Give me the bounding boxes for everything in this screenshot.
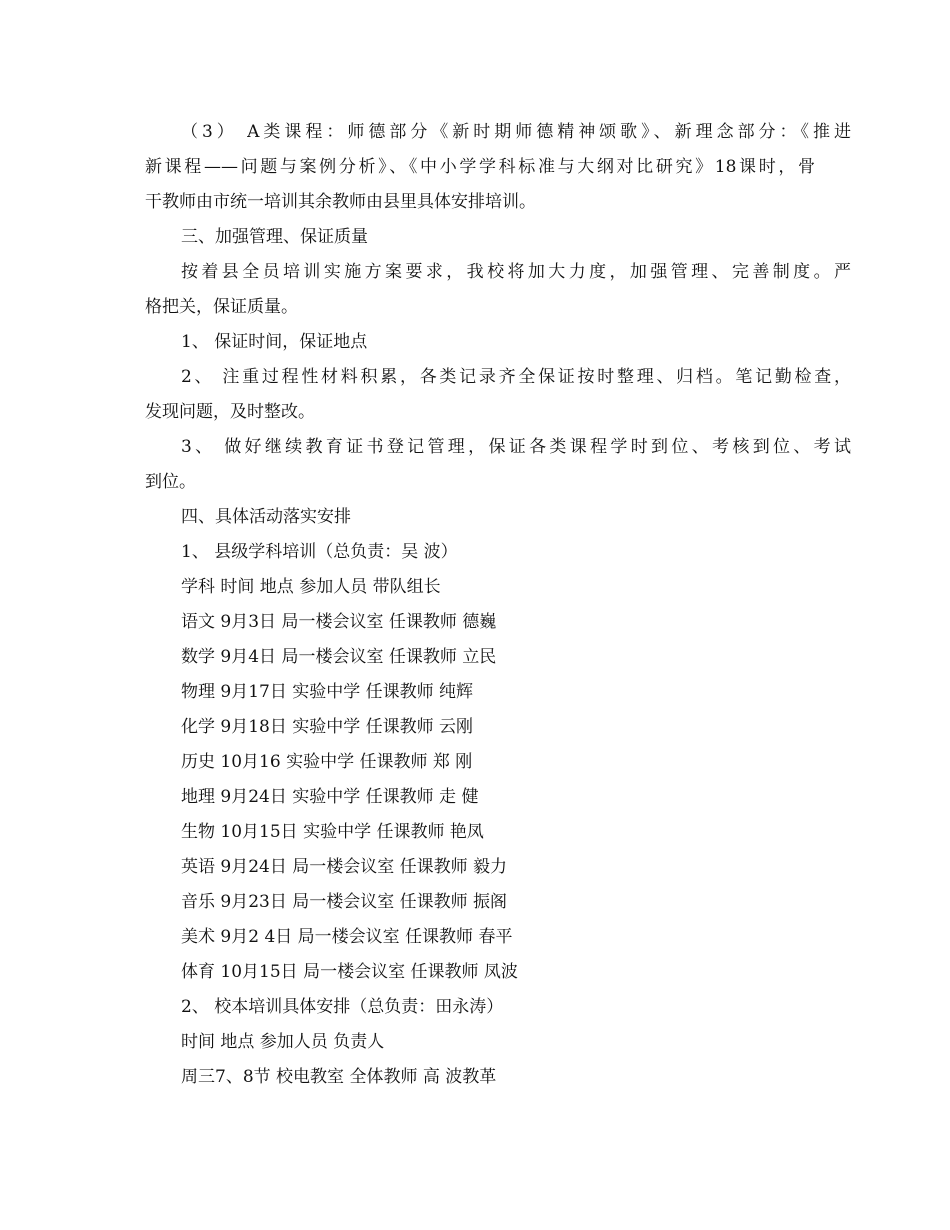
list-item: 2、 校本培训具体安排（总负责：田永涛） [181,997,504,1017]
section-heading: 四、具体活动落实安排 [181,507,351,527]
table-header-row: 时间 地点 参加人员 负责人 [181,1032,385,1052]
table-row: 周三7、8节 校电教室 全体教师 高 波教革 [181,1067,497,1087]
paragraph-line: 干教师由市统一培训其余教师由县里具体安排培训。 [145,192,536,212]
table-row: 历史 10月16 实验中学 任课教师 郑 刚 [181,752,473,772]
table-row: 美术 9月2 4日 局一楼会议室 任课教师 春平 [181,927,513,947]
table-row: 物理 9月17日 实验中学 任课教师 纯辉 [181,682,474,702]
list-item: 1、 县级学科培训（总负责：吴 波） [181,542,458,562]
table-row: 数学 9月4日 局一楼会议室 任课教师 立民 [181,647,497,667]
section-heading: 三、加强管理、保证质量 [181,227,368,247]
list-item: 1、 保证时间，保证地点 [181,332,368,352]
table-row: 英语 9月24日 局一楼会议室 任课教师 毅力 [181,857,508,877]
list-item: 2、 注重过程性材料积累，各类记录齐全保证按时整理、归档。笔记勤检查， [181,367,851,387]
paragraph-line: （3） A类课程：师德部分《新时期师德精神颂歌》、新理念部分：《推进 [181,122,851,142]
table-header-row: 学科 时间 地点 参加人员 带队组长 [181,577,441,597]
table-row: 化学 9月18日 实验中学 任课教师 云刚 [181,717,474,737]
paragraph-line: 格把关，保证质量。 [145,297,298,317]
table-row: 体育 10月15日 局一楼会议室 任课教师 凤波 [181,962,518,982]
paragraph-line: 按着县全员培训实施方案要求，我校将加大力度，加强管理、完善制度。严 [181,262,851,282]
paragraph-line: 发现问题，及时整改。 [145,402,315,422]
table-row: 地理 9月24日 实验中学 任课教师 走 健 [181,787,479,807]
table-row: 音乐 9月23日 局一楼会议室 任课教师 振阁 [181,892,508,912]
list-item: 3、 做好继续教育证书登记管理，保证各类课程学时到位、考核到位、考试 [181,437,851,457]
table-row: 语文 9月3日 局一楼会议室 任课教师 德巍 [181,612,497,632]
table-row: 生物 10月15日 实验中学 任课教师 艳凤 [181,822,484,842]
paragraph-line: 到位。 [145,472,196,492]
paragraph-line: 新课程——问题与案例分析》、《中小学学科标准与大纲对比研究》18课时，骨 [145,157,815,177]
